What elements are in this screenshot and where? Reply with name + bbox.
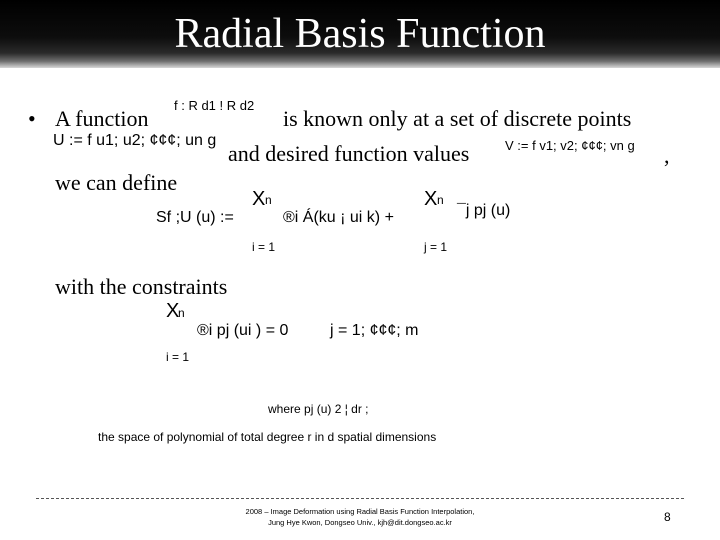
- footer-line-1: 2008 – Image Deformation using Radial Basis Function Interpolation,: [245, 507, 475, 516]
- eq1-lhs: Sf ;U (u) :=: [156, 209, 234, 226]
- bullet-marker: •: [28, 106, 36, 131]
- eq1-term1: ®i Á(ku ¡ ui k) +: [283, 209, 394, 226]
- bullet-lead: A function: [55, 106, 149, 131]
- map-expression: f : R d1 ! R d2: [174, 98, 255, 113]
- eq1-sum2-symbol: X: [424, 188, 438, 210]
- eq1-sum1-lower: i = 1: [252, 240, 276, 254]
- title-bar: [0, 0, 720, 68]
- eq2-sum-lower: i = 1: [166, 350, 190, 364]
- slide-title: Radial Basis Function: [174, 11, 546, 57]
- where-line: where pj (u) 2 ¦ dr ;: [268, 402, 369, 416]
- points-expression: U := f u1; u2; ¢¢¢; un g: [53, 132, 217, 149]
- trailing-comma: ,: [664, 143, 670, 168]
- values-expression: V := f v1; v2; ¢¢¢; vn g: [505, 138, 635, 153]
- eq1-sum2-upper: n: [437, 193, 444, 207]
- footer-line-2: Jung Hye Kwon, Dongseo Univ., kjh@dit.dongseo.ac.kr: [268, 518, 452, 527]
- eq2-sum-symbol: X: [166, 300, 180, 322]
- constraints-text: with the constraints: [55, 274, 228, 299]
- eq1-term2: ¯j pj (u): [457, 202, 511, 219]
- eq2-term: ®i pj (ui ) = 0: [197, 322, 289, 339]
- page-number: 8: [664, 510, 671, 524]
- eq2-range: j = 1; ¢¢¢; m: [330, 322, 419, 339]
- known-text: is known only at a set of discrete points: [283, 106, 632, 131]
- footer: [200, 506, 520, 528]
- footer-divider: [36, 498, 684, 499]
- eq2-sum-upper: n: [178, 306, 185, 320]
- eq1-sum2-lower: j = 1: [424, 240, 448, 254]
- and-text: and desired function values: [228, 141, 470, 166]
- space-line: the space of polynomial of total degree r in d spatial dimensions: [98, 430, 437, 444]
- eq1-sum1-symbol: X: [252, 188, 266, 210]
- eq1-sum1-upper: n: [265, 193, 272, 207]
- define-text: we can define: [55, 170, 178, 195]
